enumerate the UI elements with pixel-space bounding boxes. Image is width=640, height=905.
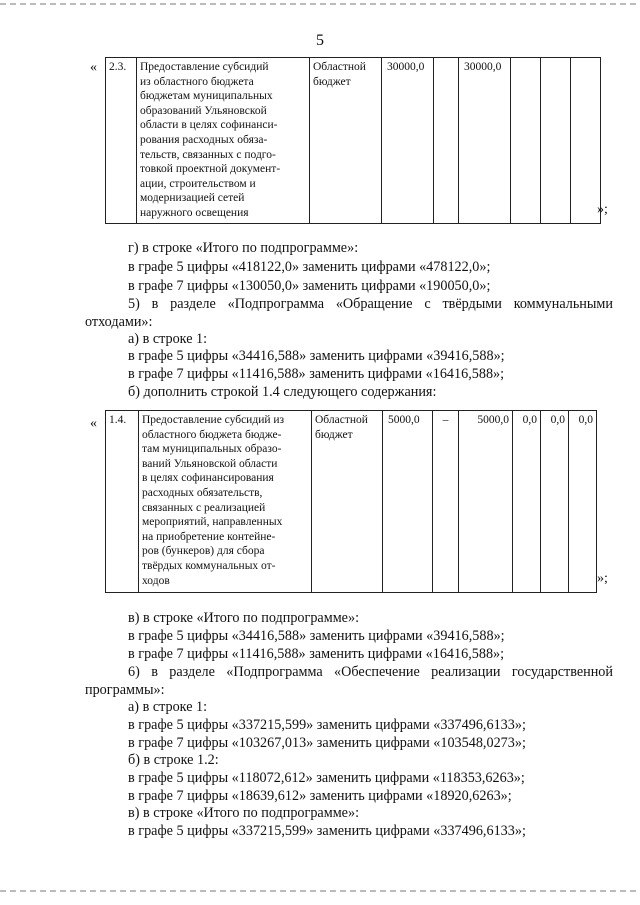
description-line: бюджетам муниципальных xyxy=(140,90,273,103)
description-line: Предоставление субсидий из xyxy=(142,414,285,426)
row-number-cell: 2.3. xyxy=(106,58,137,224)
amendment-line: в графе 7 цифры «103267,013» заменить цифрами «103548,0273»; xyxy=(128,735,526,751)
funding-source-line: бюджет xyxy=(313,75,351,88)
total-amount-cell: 5000,0 xyxy=(383,411,433,593)
year-cell: 0,0 xyxy=(541,411,569,593)
description-cell xyxy=(139,411,312,593)
description-line: наружного освещения xyxy=(140,206,249,219)
year-cell: 5000,0 xyxy=(459,411,513,593)
scan-edge-bottom xyxy=(0,890,640,892)
description-line: ходов xyxy=(142,574,170,587)
amendment-line: б) в строке 1.2: xyxy=(128,752,219,768)
description-line: товкой проектной документ- xyxy=(140,163,281,176)
year-cell: – xyxy=(433,411,459,593)
table2-close-quote: »; xyxy=(597,571,608,586)
year-cell xyxy=(571,58,601,224)
amendment-line: в) в строке «Итого по подпрограмме»: xyxy=(128,805,360,821)
funding-source-line: Областной xyxy=(315,414,368,426)
description-line: связанных с реализацией xyxy=(142,501,266,514)
amendment-line: в графе 7 цифры «18639,612» заменить цифрами «18920,6263»; xyxy=(128,788,512,804)
amendment-line: 6) в разделе «Подпрограмма «Обеспечение реализации государственной xyxy=(128,664,613,680)
amendment-line: в графе 5 цифры «418122,0» заменить цифрами «478122,0»; xyxy=(128,259,491,275)
description-line: твёрдых коммунальных от- xyxy=(142,559,276,572)
amendment-line: а) в строке 1: xyxy=(128,699,208,715)
amendment-line: в графе 7 цифры «130050,0» заменить цифрами «190050,0»; xyxy=(128,278,491,294)
table-row xyxy=(106,411,597,593)
amendment-line: а) в строке 1: xyxy=(128,331,208,347)
funding-source-line: Областной xyxy=(313,61,366,73)
amendment-line: в графе 5 цифры «118072,612» заменить цифрами «118353,6263»; xyxy=(128,770,525,786)
description-line: образований Ульяновской xyxy=(140,104,267,117)
description-line: там муниципальных образо- xyxy=(142,443,282,456)
year-cell: 0,0 xyxy=(513,411,541,593)
table2-open-quote: « xyxy=(90,416,97,431)
amendment-line: в графе 5 цифры «337215,599» заменить цифрами «337496,6133»; xyxy=(128,717,526,733)
year-cell: 30000,0 xyxy=(459,58,511,224)
amendment-line: в графе 5 цифры «337215,599» заменить цифрами «337496,6133»; xyxy=(128,823,526,839)
amendment-line: в графе 5 цифры «34416,588» заменить цифрами «39416,588»; xyxy=(128,348,505,364)
description-line: из областного бюджета xyxy=(140,75,254,88)
description-line: области в целях софинанси- xyxy=(140,119,278,132)
description-cell xyxy=(137,58,310,224)
table1-open-quote: « xyxy=(90,60,97,75)
year-cell xyxy=(511,58,541,224)
description-line: в целях софинансирования xyxy=(142,472,274,485)
amendment-line: в графе 7 цифры «11416,588» заменить цифрами «16416,588»; xyxy=(128,646,505,662)
description-line: мероприятий, направленных xyxy=(142,516,283,529)
description-line: расходных обязательств, xyxy=(142,486,263,499)
amendment-line: г) в строке «Итого по подпрограмме»: xyxy=(128,240,359,256)
description-line: модернизацией сетей xyxy=(140,192,245,205)
table1-close-quote: »; xyxy=(597,202,608,217)
page-number: 5 xyxy=(316,32,324,49)
table-row xyxy=(106,58,601,224)
description-line: ации, строительством и xyxy=(140,177,256,190)
total-amount-cell: 30000,0 xyxy=(382,58,434,224)
amendment-line: отходами»: xyxy=(85,314,153,330)
amendment-table-1-4 xyxy=(105,410,597,593)
year-cell xyxy=(541,58,571,224)
description-line: рования расходных обяза- xyxy=(140,133,268,146)
description-line: ваний Ульяновской области xyxy=(142,457,278,470)
year-cell: 0,0 xyxy=(569,411,597,593)
description-line: областного бюджета бюдже- xyxy=(142,428,282,441)
amendment-line: в графе 7 цифры «11416,588» заменить цифрами «16416,588»; xyxy=(128,366,505,382)
amendment-line: программы»: xyxy=(85,682,165,698)
scan-edge-top xyxy=(0,3,640,5)
row-number-cell: 1.4. xyxy=(106,411,139,593)
amendment-table-2-3 xyxy=(105,57,601,224)
amendment-line: б) дополнить строкой 1.4 следующего содержания: xyxy=(128,384,437,400)
funding-source-cell xyxy=(312,411,383,593)
description-line: на приобретение контейне- xyxy=(142,530,276,543)
funding-source-cell xyxy=(310,58,382,224)
amendment-line: 5) в разделе «Подпрограмма «Обращение с твёрдыми коммунальными xyxy=(128,296,613,312)
year-cell xyxy=(434,58,459,224)
amendment-line: в) в строке «Итого по подпрограмме»: xyxy=(128,610,360,626)
description-line: ров (бункеров) для сбора xyxy=(142,545,265,558)
description-line: тельств, связанных с подго- xyxy=(140,148,276,161)
funding-source-line: бюджет xyxy=(315,428,353,441)
amendment-line: в графе 5 цифры «34416,588» заменить цифрами «39416,588»; xyxy=(128,628,505,644)
description-line: Предоставление субсидий xyxy=(140,61,269,73)
